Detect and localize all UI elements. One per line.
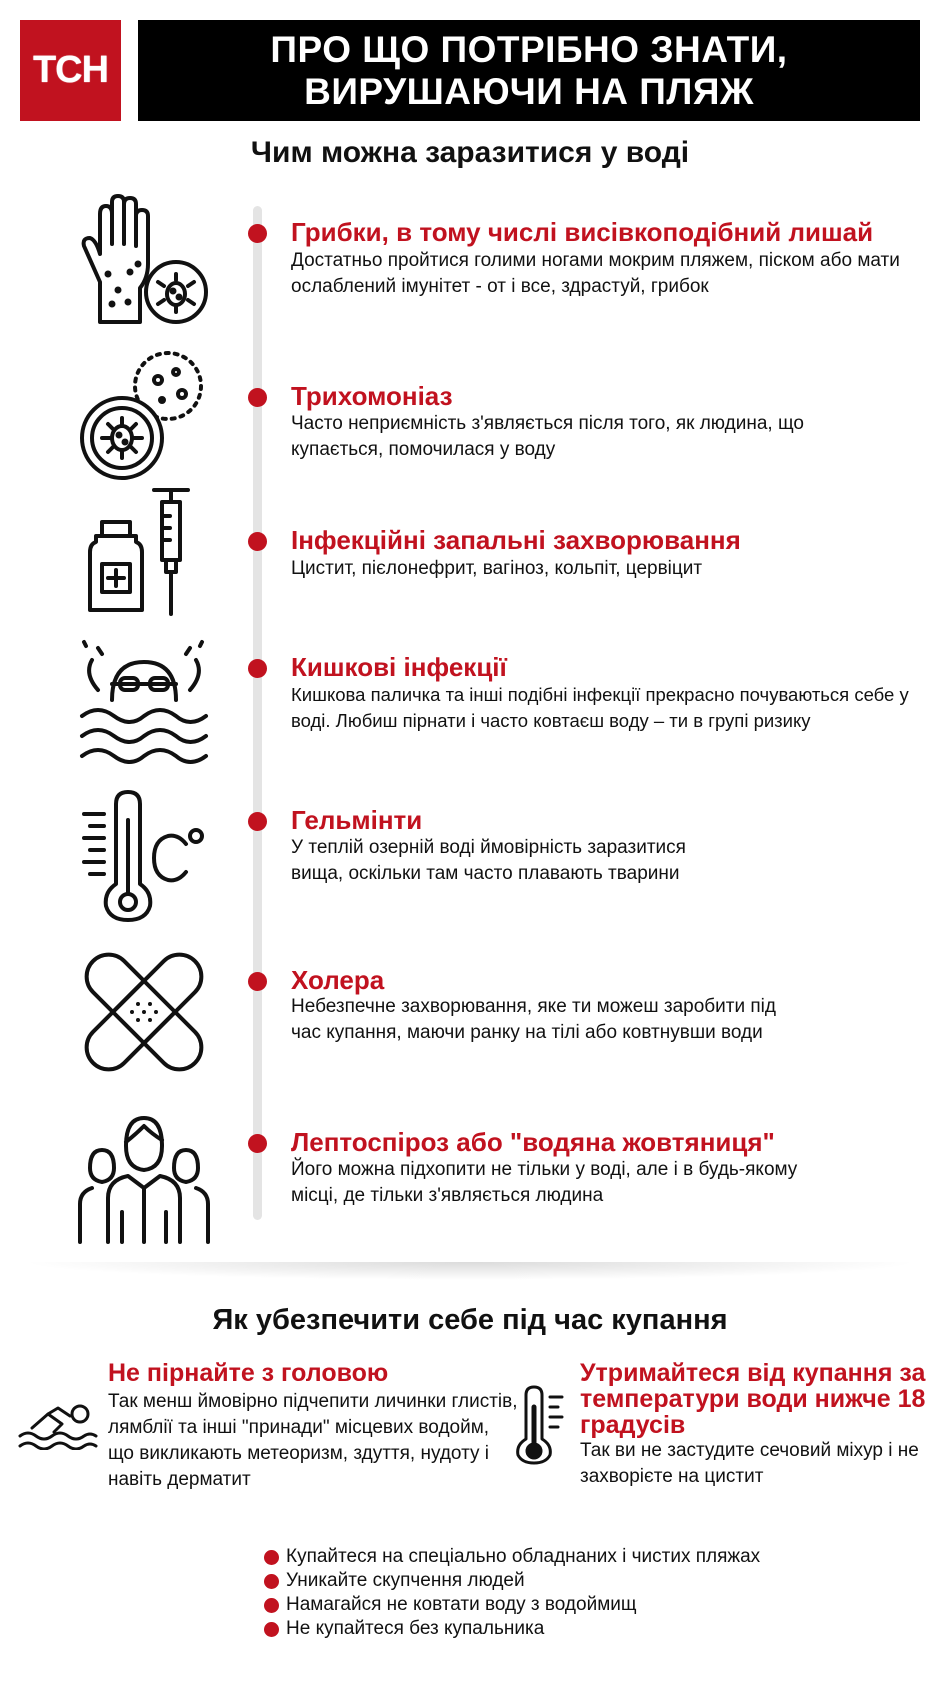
timeline-line <box>253 206 262 1220</box>
medicine-syringe-icon <box>78 486 210 618</box>
timeline-dot <box>248 388 267 407</box>
tip-description: Так ви не застудите сечовий міхур і не захворієте на цистит <box>580 1440 919 1487</box>
section-title-safety: Як убезпечити себе під час купання <box>212 1304 728 1336</box>
people-group-icon <box>78 1112 210 1244</box>
list-item: Уникайте скупчення людей <box>264 1569 864 1593</box>
logo-text: ТСН <box>32 49 109 91</box>
timeline-dot <box>248 532 267 551</box>
hand-fungus-icon <box>78 194 210 326</box>
timeline-dot <box>248 1134 267 1153</box>
timeline-dot <box>248 972 267 991</box>
section-divider <box>20 1262 920 1280</box>
timeline-dot <box>248 224 267 243</box>
tip-description: Так менш ймовірно підчепити личинки глистів, лямблії та інші "принади" місцевих водойм, що викликають метеоризм, здуття, нудоту і навіть дерматит <box>108 1391 518 1490</box>
swimmer-waves-icon <box>78 638 210 770</box>
swimmer-icon <box>18 1400 98 1450</box>
infection-title: Гельмінти <box>291 805 423 835</box>
tip-title: Не пірнайте з головою <box>108 1359 389 1387</box>
infection-title: Грибки, в тому числі висівкоподібний лишай <box>291 217 874 247</box>
thermometer-icon <box>512 1385 568 1465</box>
infection-title: Інфекційні запальні захворювання <box>291 525 741 555</box>
infection-title: Холера <box>291 965 385 995</box>
safety-bullet-list <box>264 1545 864 1641</box>
page-title-line-1: ПРО ЩО ПОТРІБНО ЗНАТИ, <box>270 28 788 70</box>
list-item: Не купайтеся без купальника <box>264 1617 864 1641</box>
infection-title: Трихомоніаз <box>291 381 453 411</box>
infection-description: Його можна підхопити не тільки у воді, але і в будь-якому місці, де тільки з'являється людина <box>291 1159 798 1206</box>
infection-description: Часто неприємність з'являється після того, як людина, що купається, помочилася у воду <box>291 413 804 460</box>
tip-title: Утримайтеся від купання за температури води нижче 18 градусів <box>580 1359 926 1439</box>
infection-description: Цистит, пієлонефрит, вагіноз, кольпіт, цервіцит <box>291 558 703 579</box>
timeline-dot <box>248 659 267 678</box>
title-banner <box>138 20 920 121</box>
bandage-cross-icon <box>78 946 210 1078</box>
infection-description: Небезпечне захворювання, яке ти можеш заробити під час купання, маючи ранку на тілі або ковтнувши води <box>291 996 776 1043</box>
list-item: Намагайся не ковтати воду з водоймищ <box>264 1593 864 1617</box>
page-title-line-2: ВИРУШАЮЧИ НА ПЛЯЖ <box>304 70 754 112</box>
microbe-icon <box>78 350 210 482</box>
thermometer-celsius-icon <box>78 790 210 922</box>
timeline-dot <box>248 812 267 831</box>
infection-description: У теплій озерній воді ймовірність заразитися вища, оскільки там часто плавають тварини <box>291 837 686 884</box>
infection-description: Кишкова паличка та інші подібні інфекції прекрасно почуваються себе у воді. Любиш пірнати і часто ковтаєш воду – ти в групі ризику <box>291 684 909 731</box>
section-title-infections: Чим можна заразитися у воді <box>250 136 690 169</box>
list-item: Купайтеся на спеціально обладнаних і чистих пляжах <box>264 1545 864 1569</box>
tsn-logo <box>20 20 121 121</box>
infection-title: Кишкові інфекції <box>291 652 507 682</box>
infection-title: Лептоспіроз або "водяна жовтяниця" <box>291 1127 775 1157</box>
infection-description: Достатньо пройтися голими ногами мокрим пляжем, піском або мати ослаблений імунітет - от і все, здрастуй, грибок <box>291 250 900 297</box>
